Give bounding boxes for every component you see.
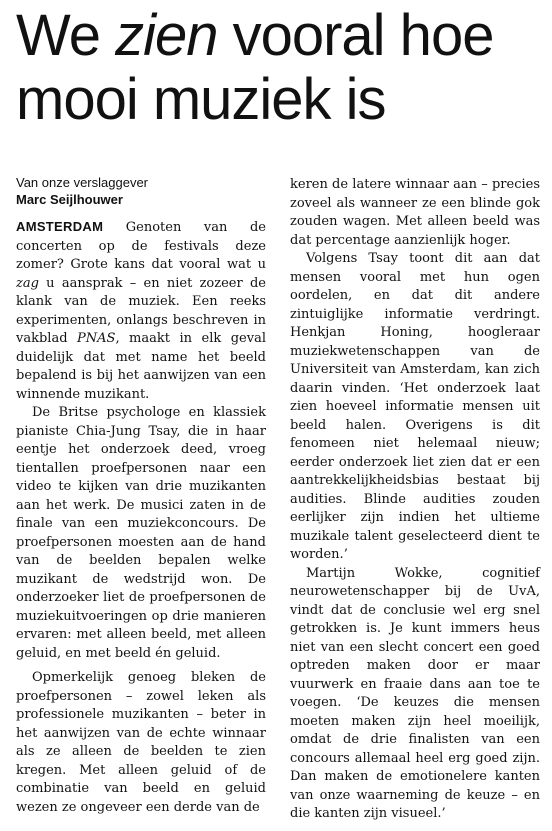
paragraph-1-text-a: Genoten van de concerten op de festivals deze zomer? Grote kans dat vooral wat u [16, 220, 266, 272]
paragraph-5: Martijn Wokke, cognitief neurowetenschapper bij de UvA, vindt dat de conclusie wel erg snel getrokken is. Je kunt immers heus niet van een slecht concert een goed optreden maken door er maar vuurwerk en fraaie dans aan toe te voegen. ‘De keuzes die mensen moeten maken zijn heel moeilijk, omdat de drie finalisten van een concours allemaal heel erg goed zijn. Dan maken de emotionelere kanten van onze waarneming de keuze – en die kanten zijn visueel.’ [290, 565, 540, 821]
paragraph-4: Volgens Tsay toont dit aan dat mensen vooral met hun ogen oordelen, en dat dit andere zintuiglijke informatie verdringt. Henkjan Honing, hoogleraar muziekwetenschappen van de Universiteit van Amsterdam, kan zich daarin vinden. ‘Het onderzoek laat zien hoeveel informatie mensen uit beeld halen. Overigens is dit fenomeen niet helemaal nieuw; eerder onderzoek liet zien dat er een aantrekkelijkheidsbias bestaat bij audities. Blinde audities zouden eerlijker zijn indien het ultieme muzikale talent geselecteerd dient te worden.’ [290, 251, 540, 562]
paragraph-1-emphasis-2: PNAS [77, 331, 116, 346]
headline-part2: vooral hoe mooi muziek is [16, 3, 494, 132]
article-column-left [16, 218, 266, 817]
paragraph-1-text-c: , maakt in elk geval duidelijk dat met name het beeld bepalend is bij het aanwijzen van een winnende muzikant. [16, 331, 266, 402]
byline-author: Marc Seijlhouwer [16, 192, 123, 207]
paragraph-1-emphasis-1: zag [16, 275, 39, 291]
paragraph-1-text-b: u aansprak – en niet zozeer de klank van de muziek. Een reeks experimenten, onlangs beschreven in vakblad [16, 275, 266, 346]
paragraph-3-continued: keren de latere winnaar aan – precies zoveel als wanneer ze een blinde gok zouden wagen. Met alleen beeld was dat percentage aanzienlijk hoger. [290, 177, 540, 248]
byline [16, 174, 148, 208]
paragraph-2: De Britse psychologe en klassiek pianiste Chia-Jung Tsay, die in haar eentje het onderzoek deed, vroeg tientallen proefpersonen naar een video te kijken van drie muzikanten aan het werk. De musici zaten in de finale van een muziekconcours. De proefpersonen moesten aan de hand van de beelden bepalen welke muzikant de wedstrijd won. De onderzoeker liet de proefpersonen de muziekuitvoeringen op drie manieren ervaren: met alleen beeld, met alleen geluid, en met beeld én geluid. [16, 405, 266, 661]
article-column-right [290, 176, 540, 824]
headline-part1: We [16, 3, 116, 68]
paragraph-3: Opmerkelijk genoeg bleken de proefpersonen – zowel leken als professionele muzikanten – beter in het aanwijzen van de echte winnaar als ze alleen de beelden te zien kregen. Met alleen geluid of de combinatie van beeld en geluid wezen ze ongeveer een derde van de [16, 670, 266, 815]
dateline: AMSTERDAM [16, 219, 104, 234]
paragraph-1 [16, 218, 266, 404]
byline-intro: Van onze verslaggever [16, 175, 149, 190]
headline-emphasis: zien [115, 3, 218, 68]
headline [16, 4, 546, 132]
